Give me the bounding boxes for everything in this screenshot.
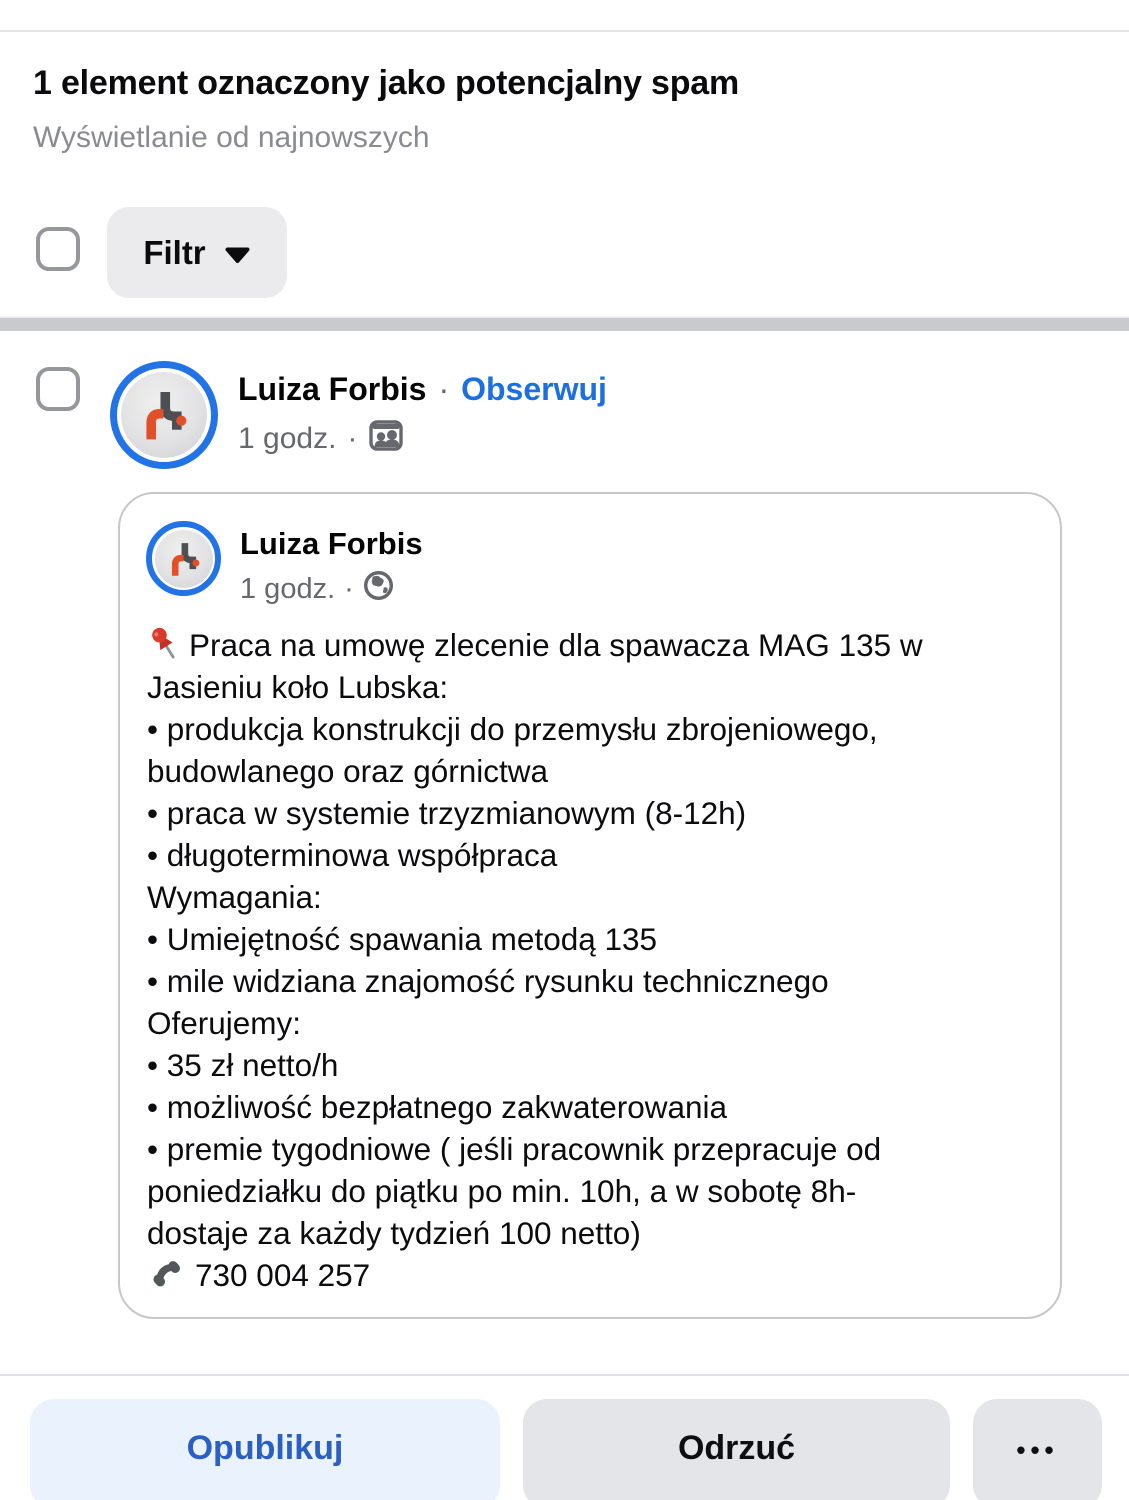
- phone-receiver-icon: [147, 1254, 191, 1296]
- post-timestamp: 1 godz.: [238, 422, 337, 455]
- card-meta-dot: ·: [344, 573, 354, 605]
- top-divider: [0, 30, 1129, 32]
- pushpin-icon: [147, 624, 187, 666]
- globe-icon: [363, 570, 394, 609]
- card-avatar-logo: [155, 530, 213, 588]
- select-all-checkbox[interactable]: [36, 227, 80, 271]
- group-photo-icon: [368, 417, 404, 461]
- filter-row: [36, 227, 206, 271]
- page-title: 1 element oznaczony jako potencjalny spam: [33, 64, 740, 102]
- section-separator: [0, 316, 1129, 331]
- post-row: [36, 367, 607, 469]
- phone-number: 730 004 257: [195, 1257, 371, 1293]
- post-select-checkbox[interactable]: [36, 367, 80, 411]
- footer-divider: [0, 1374, 1129, 1376]
- card-author-name[interactable]: Luiza Forbis: [240, 526, 423, 561]
- filter-button-label: Filtr: [143, 233, 206, 271]
- caret-down-icon: [224, 234, 251, 272]
- filter-button[interactable]: [107, 207, 287, 298]
- meta-separator-dot: ·: [347, 422, 358, 455]
- more-options-button[interactable]: •••: [973, 1399, 1102, 1500]
- author-name[interactable]: Luiza Forbis: [238, 371, 427, 407]
- author-avatar[interactable]: [110, 361, 218, 469]
- name-separator-dot: ·: [438, 371, 450, 407]
- publish-button[interactable]: Opublikuj: [30, 1399, 500, 1500]
- card-timestamp: 1 godz.: [240, 573, 336, 605]
- sort-order-label: Wyświetlanie od najnowszych: [33, 121, 430, 154]
- post-body: Praca na umowę zlecenie dla spawacza MAG 135 w Jasieniu koło Lubska: • produkcja konstrukcji do przemysłu zbrojeniowego, budowlanego oraz górnictwa • praca w systemie trzyzmianowym (8-12h) • długoterminowa współpraca Wymagania: • Umiejętność spawania metodą 135 • mile widziana znajomość rysunku technicznego Oferujemy: • 35 zł netto/h • możliwość bezpłatnego zakwaterowania • premie tygodniowe ( jeśli pracownik przepracuje od poniedziałku do piątku po min. 10h, a w sobotę 8h- dostaje za każdy tydzień 100 netto) 730 004 257: [147, 624, 1042, 1296]
- follow-link[interactable]: Obserwuj: [461, 371, 607, 407]
- post-header: [238, 371, 607, 461]
- avatar-logo: [121, 372, 207, 458]
- moderation-actions: [0, 1399, 1129, 1500]
- post-preview-card: [118, 492, 1062, 1319]
- reject-button[interactable]: Odrzuć: [523, 1399, 950, 1500]
- card-author-avatar[interactable]: [146, 521, 221, 596]
